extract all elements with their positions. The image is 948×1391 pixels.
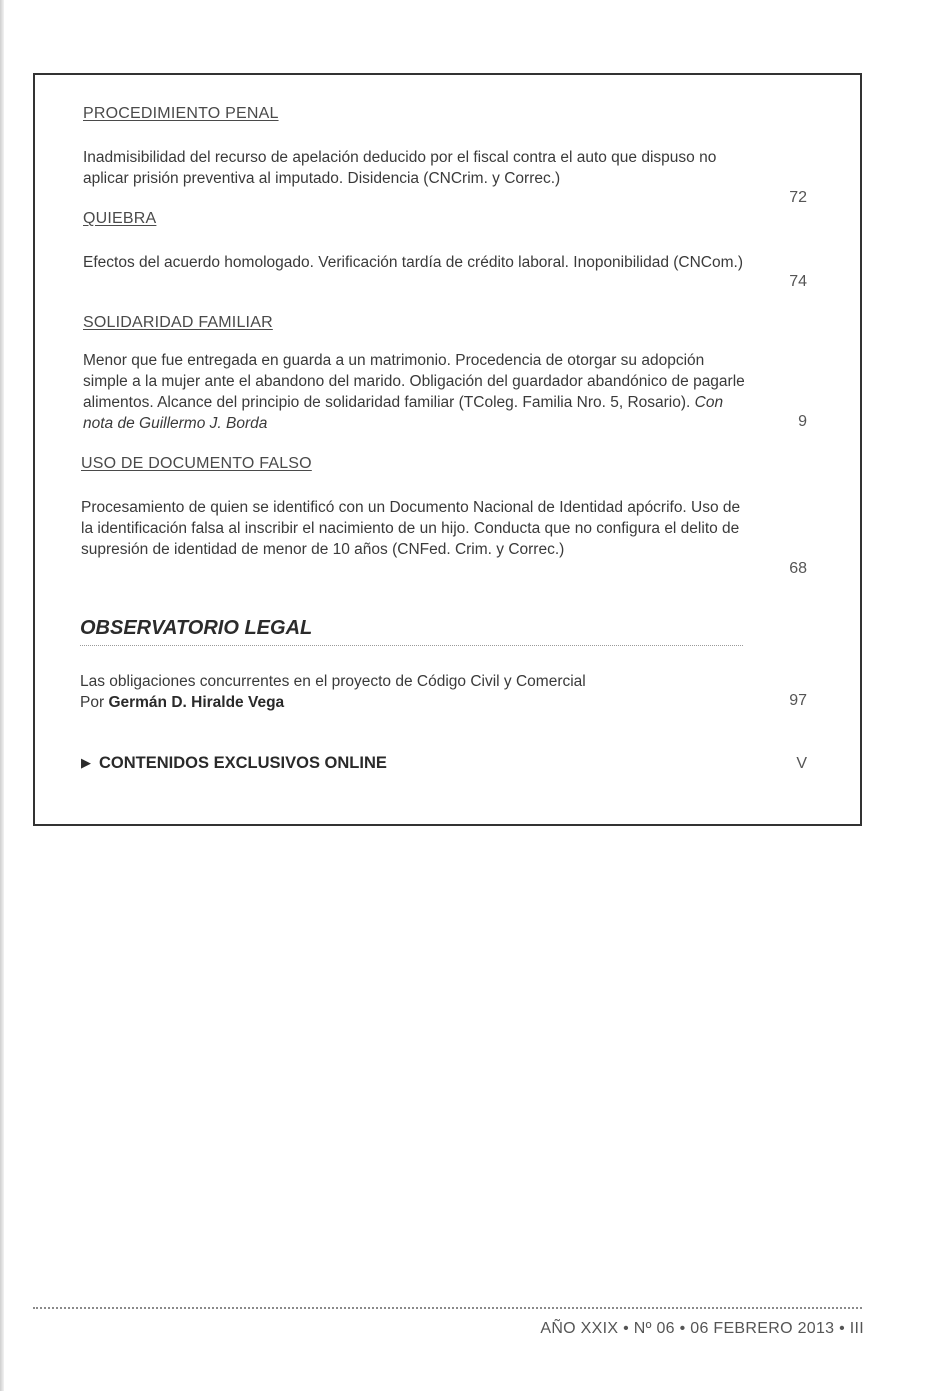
observatorio-heading: OBSERVATORIO LEGAL xyxy=(80,617,313,639)
page-number-observatorio: 97 xyxy=(789,692,807,709)
page-number-procedimiento-penal: 72 xyxy=(789,189,807,206)
observatorio-divider xyxy=(80,645,743,646)
section-heading-uso-documento-falso: USO DE DOCUMENTO FALSO xyxy=(81,455,312,472)
footer-issue-info: AÑO XXIX • Nº 06 • 06 FEBRERO 2013 • III xyxy=(540,1320,864,1337)
observatorio-author: Germán D. Hiralde Vega xyxy=(108,694,285,711)
section-heading-solidaridad-familiar: SOLIDARIDAD FAMILIAR xyxy=(83,314,273,331)
observatorio-byline xyxy=(80,692,745,713)
entry-note-solidaridad: Con nota de Guillermo J. Borda xyxy=(83,394,724,432)
page-number-uso-documento-falso: 68 xyxy=(789,560,807,577)
page-number-quiebra: 74 xyxy=(789,273,807,290)
entry-text-quiebra: Efectos del acuerdo homologado. Verificación tardía de crédito laboral. Inoponibilidad (CNCom.) xyxy=(83,254,743,271)
section-heading-procedimiento-penal: PROCEDIMIENTO PENAL xyxy=(83,105,279,122)
page-number-online: V xyxy=(796,755,807,772)
observatorio-entry xyxy=(80,671,745,713)
page-edge-shadow xyxy=(0,0,4,1391)
page-number-solidaridad-familiar: 9 xyxy=(798,413,807,430)
online-contents-label: CONTENIDOS EXCLUSIVOS ONLINE xyxy=(99,754,387,772)
observatorio-title: Las obligaciones concurrentes en el proyecto de Código Civil y Comercial xyxy=(80,673,586,690)
observatorio-by-prefix: Por xyxy=(80,694,105,711)
entry-text-procedimiento-penal: Inadmisibilidad del recurso de apelación deducido por el fiscal contra el auto que dispuso no aplicar prisión preventiva al imputado. Disidencia (CNCrim. y Correc.) xyxy=(83,149,717,187)
section-heading-quiebra: QUIEBRA xyxy=(83,210,157,227)
online-contents-link[interactable] xyxy=(81,754,387,773)
entry-text-solidaridad-familiar xyxy=(83,350,748,434)
entry-text-solidaridad-body: Menor que fue entregada en guarda a un matrimonio. Procedencia de otorgar su adopción simple a la mujer ante el abandono del marido. Obligación del guardador abandónico de pagarle alimentos. Alcance del principio de solidaridad familiar (TColeg. Familia Nro. 5, Rosario). xyxy=(83,352,745,411)
play-triangle-icon: ▶ xyxy=(81,755,91,770)
entry-text-uso-documento-falso: Procesamiento de quien se identificó con un Documento Nacional de Identidad apócrifo. Uso de la identificación falsa al inscribir el nacimiento de un hijo. Conducta que no configura el delito de supresión de identidad de menor de 10 años (CNFed. Crim. y Correc.) xyxy=(81,499,741,558)
footer-divider xyxy=(33,1307,862,1309)
